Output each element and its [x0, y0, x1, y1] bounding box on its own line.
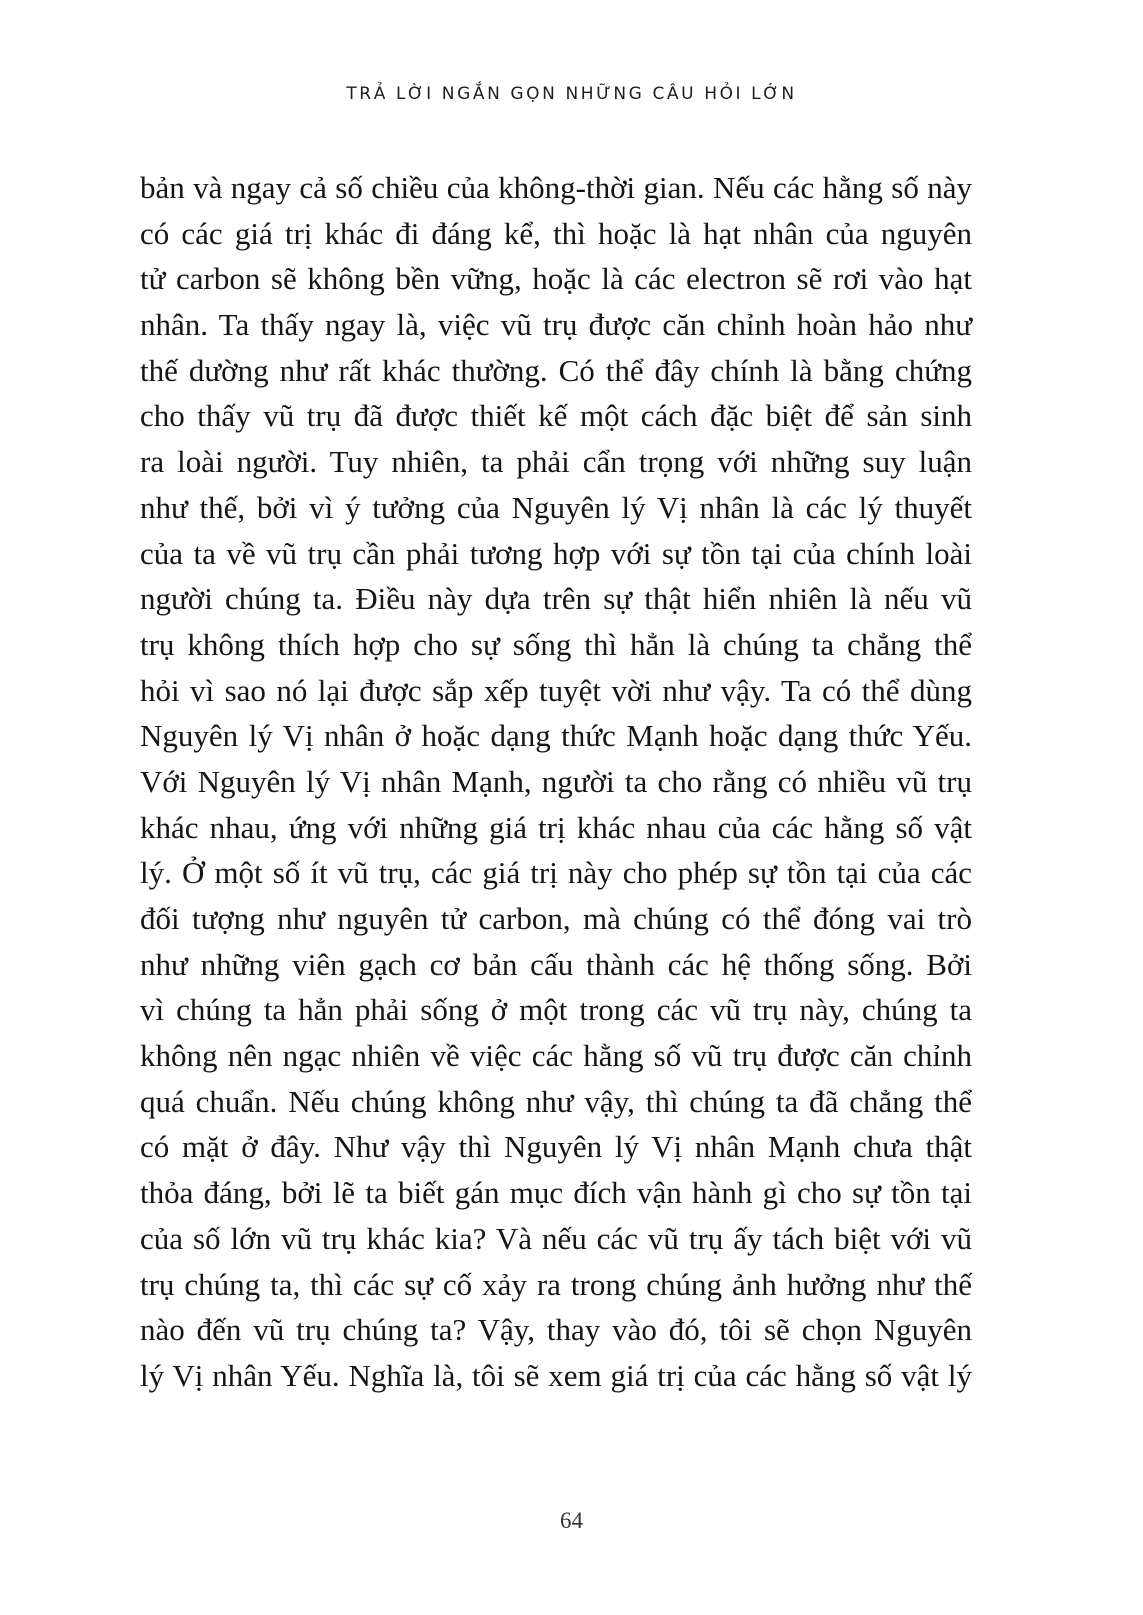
page-number: 64: [560, 1508, 583, 1533]
text-line: nào đến vũ trụ chúng ta? Vậy, thay vào đó, tôi sẽ chọn Nguyên: [140, 1312, 972, 1348]
text-line: thỏa đáng, bởi lẽ ta biết gán mục đích vận hành gì cho sự tồn tại: [140, 1175, 972, 1211]
text-line: vì chúng ta hẳn phải sống ở một trong các vũ trụ này, chúng ta: [140, 992, 972, 1028]
text-line: có các giá trị khác đi đáng kể, thì hoặc là hạt nhân của nguyên: [140, 215, 972, 251]
text-line: không nên ngạc nhiên về việc các hằng số vũ trụ được căn chỉnh: [140, 1038, 972, 1074]
text-line: trụ không thích hợp cho sự sống thì hẳn là chúng ta chẳng thể: [140, 626, 972, 662]
text-line: tử carbon sẽ không bền vững, hoặc là các electron sẽ rơi vào hạt: [140, 261, 972, 297]
text-line: cho thấy vũ trụ đã được thiết kế một cách đặc biệt để sản sinh: [140, 398, 972, 434]
text-line: Nguyên lý Vị nhân ở hoặc dạng thức Mạnh hoặc dạng thức Yếu.: [140, 718, 972, 754]
text-line: của ta về vũ trụ cần phải tương hợp với sự tồn tại của chính loài: [140, 535, 972, 571]
text-line: bản và ngay cả số chiều của không-thời gian. Nếu các hằng số này: [140, 170, 972, 205]
text-line: ra loài người. Tuy nhiên, ta phải cẩn trọng với những suy luận: [140, 444, 972, 480]
text-line: trụ chúng ta, thì các sự cố xảy ra trong chúng ảnh hưởng như thế: [140, 1266, 972, 1302]
text-line: như thế, bởi vì ý tưởng của Nguyên lý Vị nhân là các lý thuyết: [140, 489, 972, 525]
text-line: người chúng ta. Điều này dựa trên sự thật hiển nhiên là nếu vũ: [140, 581, 972, 617]
text-line: khác nhau, ứng với những giá trị khác nhau của các hằng số vật: [140, 809, 972, 845]
text-line: Với Nguyên lý Vị nhân Mạnh, người ta cho rằng có nhiều vũ trụ: [140, 763, 972, 799]
text-line: có mặt ở đây. Như vậy thì Nguyên lý Vị nhân Mạnh chưa thật: [140, 1129, 972, 1165]
text-line: của số lớn vũ trụ khác kia? Và nếu các vũ trụ ấy tách biệt với vũ: [140, 1220, 972, 1256]
text-line: đối tượng như nguyên tử carbon, mà chúng có thể đóng vai trò: [140, 901, 972, 936]
text-line: lý Vị nhân Yếu. Nghĩa là, tôi sẽ xem giá trị của các hằng số vật lý: [140, 1357, 972, 1393]
text-line: như những viên gạch cơ bản cấu thành các hệ thống sống. Bởi: [140, 946, 972, 982]
text-line: hỏi vì sao nó lại được sắp xếp tuyệt vời như vậy. Ta có thể dùng: [140, 672, 972, 708]
text-line: thế dường như rất khác thường. Có thể đây chính là bằng chứng: [140, 352, 972, 388]
running-header: TRẢ LỜI NGẮN GỌN NHỮNG CÂU HỎI LỚN: [346, 84, 797, 104]
body-text: [140, 165, 972, 1399]
text-line: lý. Ở một số ít vũ trụ, các giá trị này cho phép sự tồn tại của các: [140, 855, 972, 891]
text-line: nhân. Ta thấy ngay là, việc vũ trụ được căn chỉnh hoàn hảo như: [140, 307, 972, 343]
text-line: quá chuẩn. Nếu chúng không như vậy, thì chúng ta đã chẳng thể: [140, 1083, 972, 1119]
